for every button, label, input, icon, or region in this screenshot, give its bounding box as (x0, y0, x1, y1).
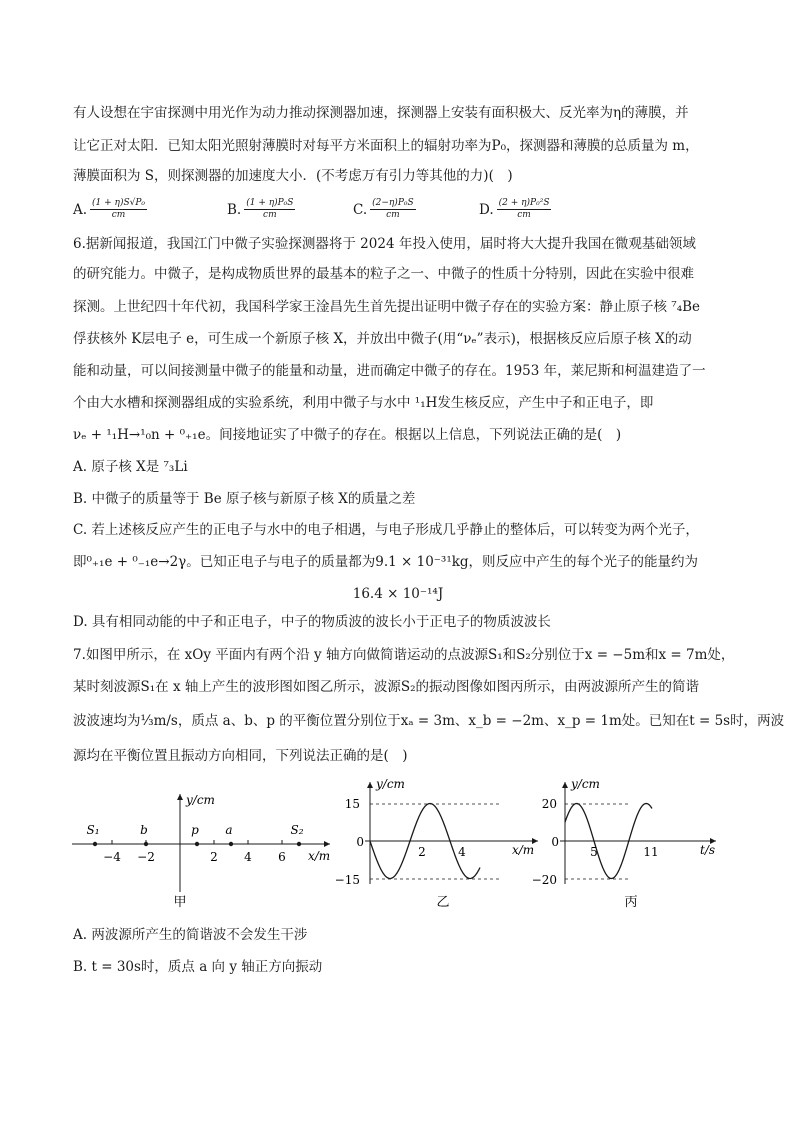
bing-xtick-5: 5 (590, 845, 598, 859)
q6-option-c-line2: 即⁰₊₁e + ⁰₋₁e→2γ。已知正电子与电子的质量都为9.1 × 10⁻³¹kg，则反应中产生的每个光子的能量约为 (73, 554, 699, 570)
q5-option-a[interactable] (73, 198, 147, 221)
fraction-denominator: cm (263, 210, 277, 220)
jia-tick-label: 4 (244, 850, 252, 864)
q7-text-line4: 源均在平衡位置且振动方向相同，下列说法正确的是( ) (73, 748, 408, 764)
q7-figures (60, 772, 740, 922)
q5-option-b[interactable] (227, 198, 295, 221)
yi-caption: 乙 (436, 895, 450, 910)
fraction-numerator: (1 + η)P₀S (246, 198, 294, 208)
q6-text-line4: 俘获核外 K层电子 e，可生成一个新原子核 X，并放出中微子(用“νₑ”表示)，根据核反应后原子核 X的动 (73, 331, 692, 347)
fraction-denominator: cm (517, 210, 531, 220)
jia-y-label: y/cm (186, 793, 215, 807)
bing-y-label: y/cm (571, 777, 600, 791)
jia-point-label: a (225, 823, 233, 837)
jia-tick-label: 2 (210, 850, 218, 864)
q5-option-c[interactable] (353, 198, 416, 221)
bing-x-label: t/s (700, 843, 716, 857)
q6-text-line6: 个由大水槽和探测器组成的实验系统，利用中微子与水中 ¹₁H发生核反应，产生中子和正电子，即 (73, 395, 654, 411)
q6-option-c-line3: 16.4 × 10⁻¹⁴J (352, 586, 444, 602)
jia-caption: 甲 (173, 895, 187, 910)
formula-fraction (244, 198, 295, 221)
jia-tick-label: −4 (103, 850, 121, 864)
jia-x-label: x/m (308, 849, 331, 863)
q6-text-line1: 6.据新闻报道，我国江门中微子实验探测器将于 2024 年投入使用，届时将大大提升我国在微观基础领域 (73, 236, 696, 252)
yi-xtick-4: 4 (458, 845, 466, 859)
q7-option-a[interactable]: A. 两波源所产生的简谐波不会发生干涉 (73, 927, 308, 943)
option-label: C. (353, 201, 368, 218)
option-label: D. (479, 201, 494, 218)
q6-option-d[interactable]: D. 具有相同动能的中子和正电子，中子的物质波的波长小于正电子的物质波波长 (73, 614, 551, 630)
formula-fraction (497, 198, 552, 221)
figure-jia (72, 793, 330, 910)
jia-point-dot (93, 842, 97, 846)
yi-origin-label: 0 (356, 835, 364, 849)
figure-yi (335, 777, 538, 910)
fraction-denominator: cm (111, 210, 126, 220)
option-label: B. (227, 201, 242, 218)
jia-tick-label: 6 (278, 850, 286, 864)
formula-fraction (370, 198, 416, 221)
q5-text-line1: 有人设想在宇宙探测中用光作为动力推动探测器加速，探测器上安装有面积极大、反光率为η的薄膜，并 (73, 105, 689, 121)
yi-amp-pos-label: 15 (344, 797, 360, 811)
jia-point-dot (229, 842, 233, 846)
jia-point-label: S₁ (86, 823, 100, 837)
q5-text-line2: 让它正对太阳．已知太阳光照射薄膜时对每平方米面积上的辐射功率为P₀，探测器和薄膜的总质量为 m， (73, 138, 699, 154)
option-label: A. (73, 201, 88, 218)
q6-option-a[interactable]: A. 原子核 X是 ⁷₃Li (73, 459, 188, 475)
formula-fraction (90, 198, 147, 221)
fraction-denominator: cm (386, 210, 400, 220)
jia-point-label: S₂ (290, 823, 304, 837)
q5-options (73, 198, 723, 228)
bing-origin-label: 0 (551, 835, 559, 849)
jia-point-label: b (140, 823, 148, 837)
q6-text-line5: 能和动量，可以间接测量中微子的能量和动量，进而确定中微子的存在。1953 年，莱尼斯和柯温建造了一 (73, 363, 706, 379)
q6-text-line3: 探测。上世纪四十年代初，我国科学家王淦昌先生首先提出证明中微子存在的实验方案：静止原子核 ⁷₄Be (73, 299, 701, 315)
fraction-numerator: (1 + η)S√P₀ (92, 198, 146, 208)
fraction-numerator: (2−η)P₀S (372, 198, 414, 208)
jia-tick-label: −2 (137, 850, 155, 864)
bing-xtick-11: 11 (643, 845, 659, 859)
jia-point-dot (195, 842, 199, 846)
yi-xtick-2: 2 (418, 845, 426, 859)
yi-y-label: y/cm (376, 777, 405, 791)
yi-x-label: x/m (512, 843, 535, 857)
bing-caption: 丙 (624, 895, 638, 910)
q6-text-line7: νₑ + ¹₁H→¹₀n + ⁰₊₁e。间接地证实了中微子的存在。根据以上信息，下列说法正确的是( ) (73, 427, 622, 443)
bing-amp-neg-label: −20 (531, 873, 557, 887)
yi-amp-neg-label: −15 (334, 873, 360, 887)
fraction-numerator: (2 + η)P₀²S (498, 198, 550, 208)
jia-point-dot (144, 842, 148, 846)
bing-amp-pos-label: 20 (541, 797, 557, 811)
jia-point-dot (297, 842, 301, 846)
q6-text-line2: 的研究能力。中微子，是构成物质世界的最基本的粒子之一、中微子的性质十分特别，因此在实验中很难 (73, 266, 694, 282)
q7-text-line1: 7.如图甲所示，在 xOy 平面内有两个沿 y 轴方向做简谐运动的点波源S₁和S₂分别位于x = −5m和x = 7m处， (73, 647, 735, 663)
q5-text-line3: 薄膜面积为 S，则探测器的加速度大小．(不考虑万有引力等其他的力)( ) (73, 168, 513, 184)
q5-option-d[interactable] (479, 198, 551, 221)
q7-text-line3: 波波速均为⅓m/s，质点 a、b、p 的平衡位置分别位于xₐ = 3m、x_b = −2m、x_p = 1m处。已知在t = 5s时，两波 (73, 713, 785, 729)
q7-option-b[interactable]: B. t = 30s时，质点 a 向 y 轴正方向振动 (73, 959, 323, 975)
jia-point-label: p (191, 823, 199, 837)
q6-option-c-line1[interactable]: C. 若上述核反应产生的正电子与水中的电子相遇，与电子形成几乎静止的整体后，可以转变为两个光子， (73, 522, 699, 538)
q7-text-line2: 某时刻波源S₁在 x 轴上产生的波形图如图乙所示，波源S₂的振动图像如图丙所示，由两波源所产生的简谐 (73, 679, 700, 695)
q6-option-b[interactable]: B. 中微子的质量等于 Be 原子核与新原子核 X的质量之差 (73, 491, 416, 507)
figure-bing (532, 777, 716, 910)
